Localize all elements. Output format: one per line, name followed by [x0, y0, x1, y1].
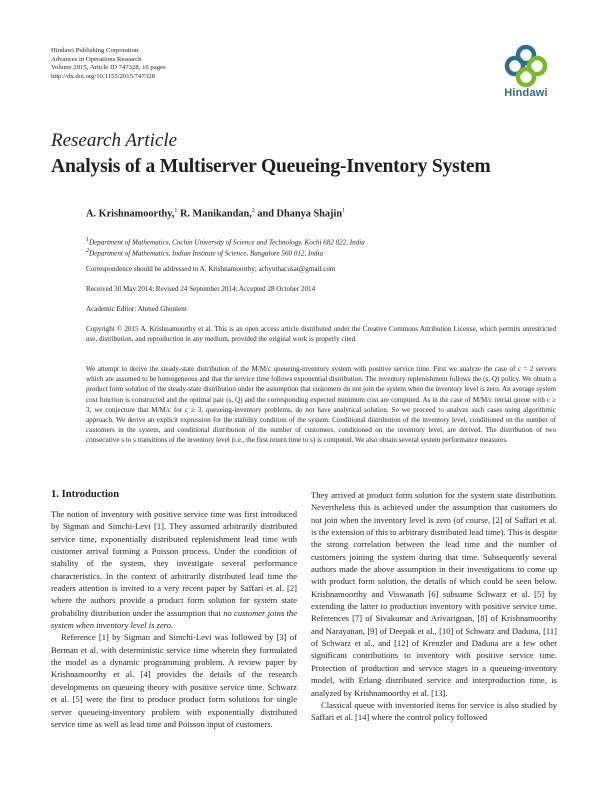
left-column — [51, 489, 297, 730]
affiliation-1 — [86, 236, 556, 247]
affiliation-marker: 2 — [86, 248, 89, 255]
article-type: Research Article — [51, 130, 178, 151]
affiliation-2 — [86, 247, 556, 258]
journal-header — [51, 47, 166, 81]
doi-link[interactable]: http://dx.doi.org/10.1155/2015/747328 — [51, 72, 155, 80]
article-title: Analysis of a Multiserver Queueing-Inventory System — [51, 156, 491, 177]
affiliation-marker: 1 — [174, 208, 178, 214]
right-column — [311, 489, 557, 724]
affiliation-marker: 1 — [86, 237, 89, 243]
author-name: R. Manikandan, — [177, 208, 252, 220]
article-dates: Received 30 May 2014; Revised 24 September 2014; Accepted 28 October 2014 — [86, 285, 316, 293]
affiliation-marker: 2 — [251, 208, 255, 214]
journal-name: Advances in Operations Research — [51, 55, 142, 63]
paragraph: They arrived at product form solution for the system state distribution. Nevertheless this is achieved under the assumption that customers do not join when the inventory level is zero (of course, [2] of Saffari et al. is the extension of this to arbitrary distributed lead time). This is despite the strong correlation between the lead time and the number of customers joining the system during that time. Subsequently several authors made the above assumption in their investigations to come up with product form solution, the details of which could be seen below. Krishnamoorthy and Viswanath [6] subsume Schwarz et al. [5] by extending the latter to production inventory with positive service time. References [7] of Sivakumar and Arivarignan, [8] of Krishnamoorthy and Narayanan, [9] of Deepak et al., [10] of Schwarz and Daduna, [11] of Schwarz et al., and [12] of Krenzler and Daduna are a few other significant contributions to inventory with positive service time. Protection of production and service stages in a queueing-inventory model, with Erlang distributed service and interproduction time, is analyzed by Krishnamoorthy et al. [13]. — [311, 490, 557, 698]
affiliation-marker: 1 — [342, 208, 346, 214]
paragraph: Classical queue with inventoried items for service is also studied by Saffari et al. [14] where the control policy followed — [311, 699, 557, 723]
section-heading: 1. Introduction — [51, 489, 120, 500]
correspondence: Correspondence should be addressed to A. Krishnamoorthy; achyuthacusat@gmail.com — [86, 265, 336, 273]
copyright-notice: Copyright © 2015 A. Krishnamoorthy et al. This is an open access article distributed under the Creative Commons Attribution License, which permits unrestricted use, distribution, and reproduction in any medium, provided the original work is properly cited. — [86, 325, 556, 343]
publisher-logo — [500, 44, 552, 104]
affiliations — [86, 236, 556, 258]
abstract: We attempt to derive the steady-state distribution of the M/M/c queueing-inventory system with positive service time. First we analyze the case of c = 2 servers which are assumed to be homogeneous and that the service time follows exponential distribution. The inventory replenishment follows the (s, Q) policy. We obtain a product form solution of the steady-state distribution under the assumption that customers do not join the system when the inventory level is zero. An average system cost function is constructed and the optimal pair (s, Q) and the corresponding expected minimum cost are computed. As in the case of M/M/c retrial queue with c ≥ 3, we conjecture that M/M/c for c ≥ 3, queueing-inventory problems, do not have analytical solution. So we proceed to analyze such cases using algorithmic approach. We derive an explicit expression for the stability condition of the system. Conditional distribution of the inventory level, conditioned on the number of customers in the system, and conditional distribution of the number of customers, conditioned on the inventory level, are derived. The distribution of two consecutive s to s transitions of the inventory level (i.e., the first return time to s) is computed. We also obtain several system performance measures. — [86, 365, 556, 445]
author-name: and Dhanya Shajin — [254, 208, 343, 220]
paragraph: Reference [1] by Sigman and Simchi-Levi was followed by [3] of Berman et al. with deterministic service time wherein they formulated the model as a dynamic programming problem. A review paper by Krishnamoorthy et al. [4] provides the details of the research developments on queueing theory with positive service time. Schwarz et al. [5] were the first to produce product form solutions for single server queueing-inventory problem with exponentially distributed service time as well as lead time and Poisson input of customers. — [51, 632, 297, 729]
affiliation-text: Department of Mathematics, Indian Institute of Science, Bangalore 560 012, India — [89, 249, 323, 258]
paragraph-text: The notion of inventory with positive service time was first introduced by Sigman and Simchi-Levi [1]. They assumed arbitrarily distributed service time, exponentially distributed replenishment lead time with customer arrival forming a Poisson process. Under the condition of stability of the system, they investigate several performance characteristics. In the context of arbitrarily distributed lead time the readers attention is invited to a very recent paper by Saffari et al. [2] where the authors provide a product form solution for system state probability distribution under the assumption that — [51, 509, 297, 618]
paragraph — [51, 508, 297, 631]
emphasis-text: no customer joins the system when inventory level is zero — [51, 607, 297, 631]
paragraph-text: . — [171, 620, 174, 631]
logo-text: Hindawi — [504, 87, 548, 99]
author-name: A. Krishnamoorthy, — [86, 208, 175, 220]
volume-info: Volume 2015, Article ID 747328, 16 pages — [51, 64, 166, 72]
affiliation-text: Department of Mathematics, Cochin University of Science and Technology, Kochi 682 022, India — [89, 238, 365, 247]
hindawi-logo-icon — [504, 44, 548, 88]
publisher-name: Hindawi Publishing Corporation — [51, 47, 139, 54]
academic-editor: Academic Editor: Ahmed Ghoniem — [86, 305, 187, 313]
author-list — [86, 208, 345, 219]
